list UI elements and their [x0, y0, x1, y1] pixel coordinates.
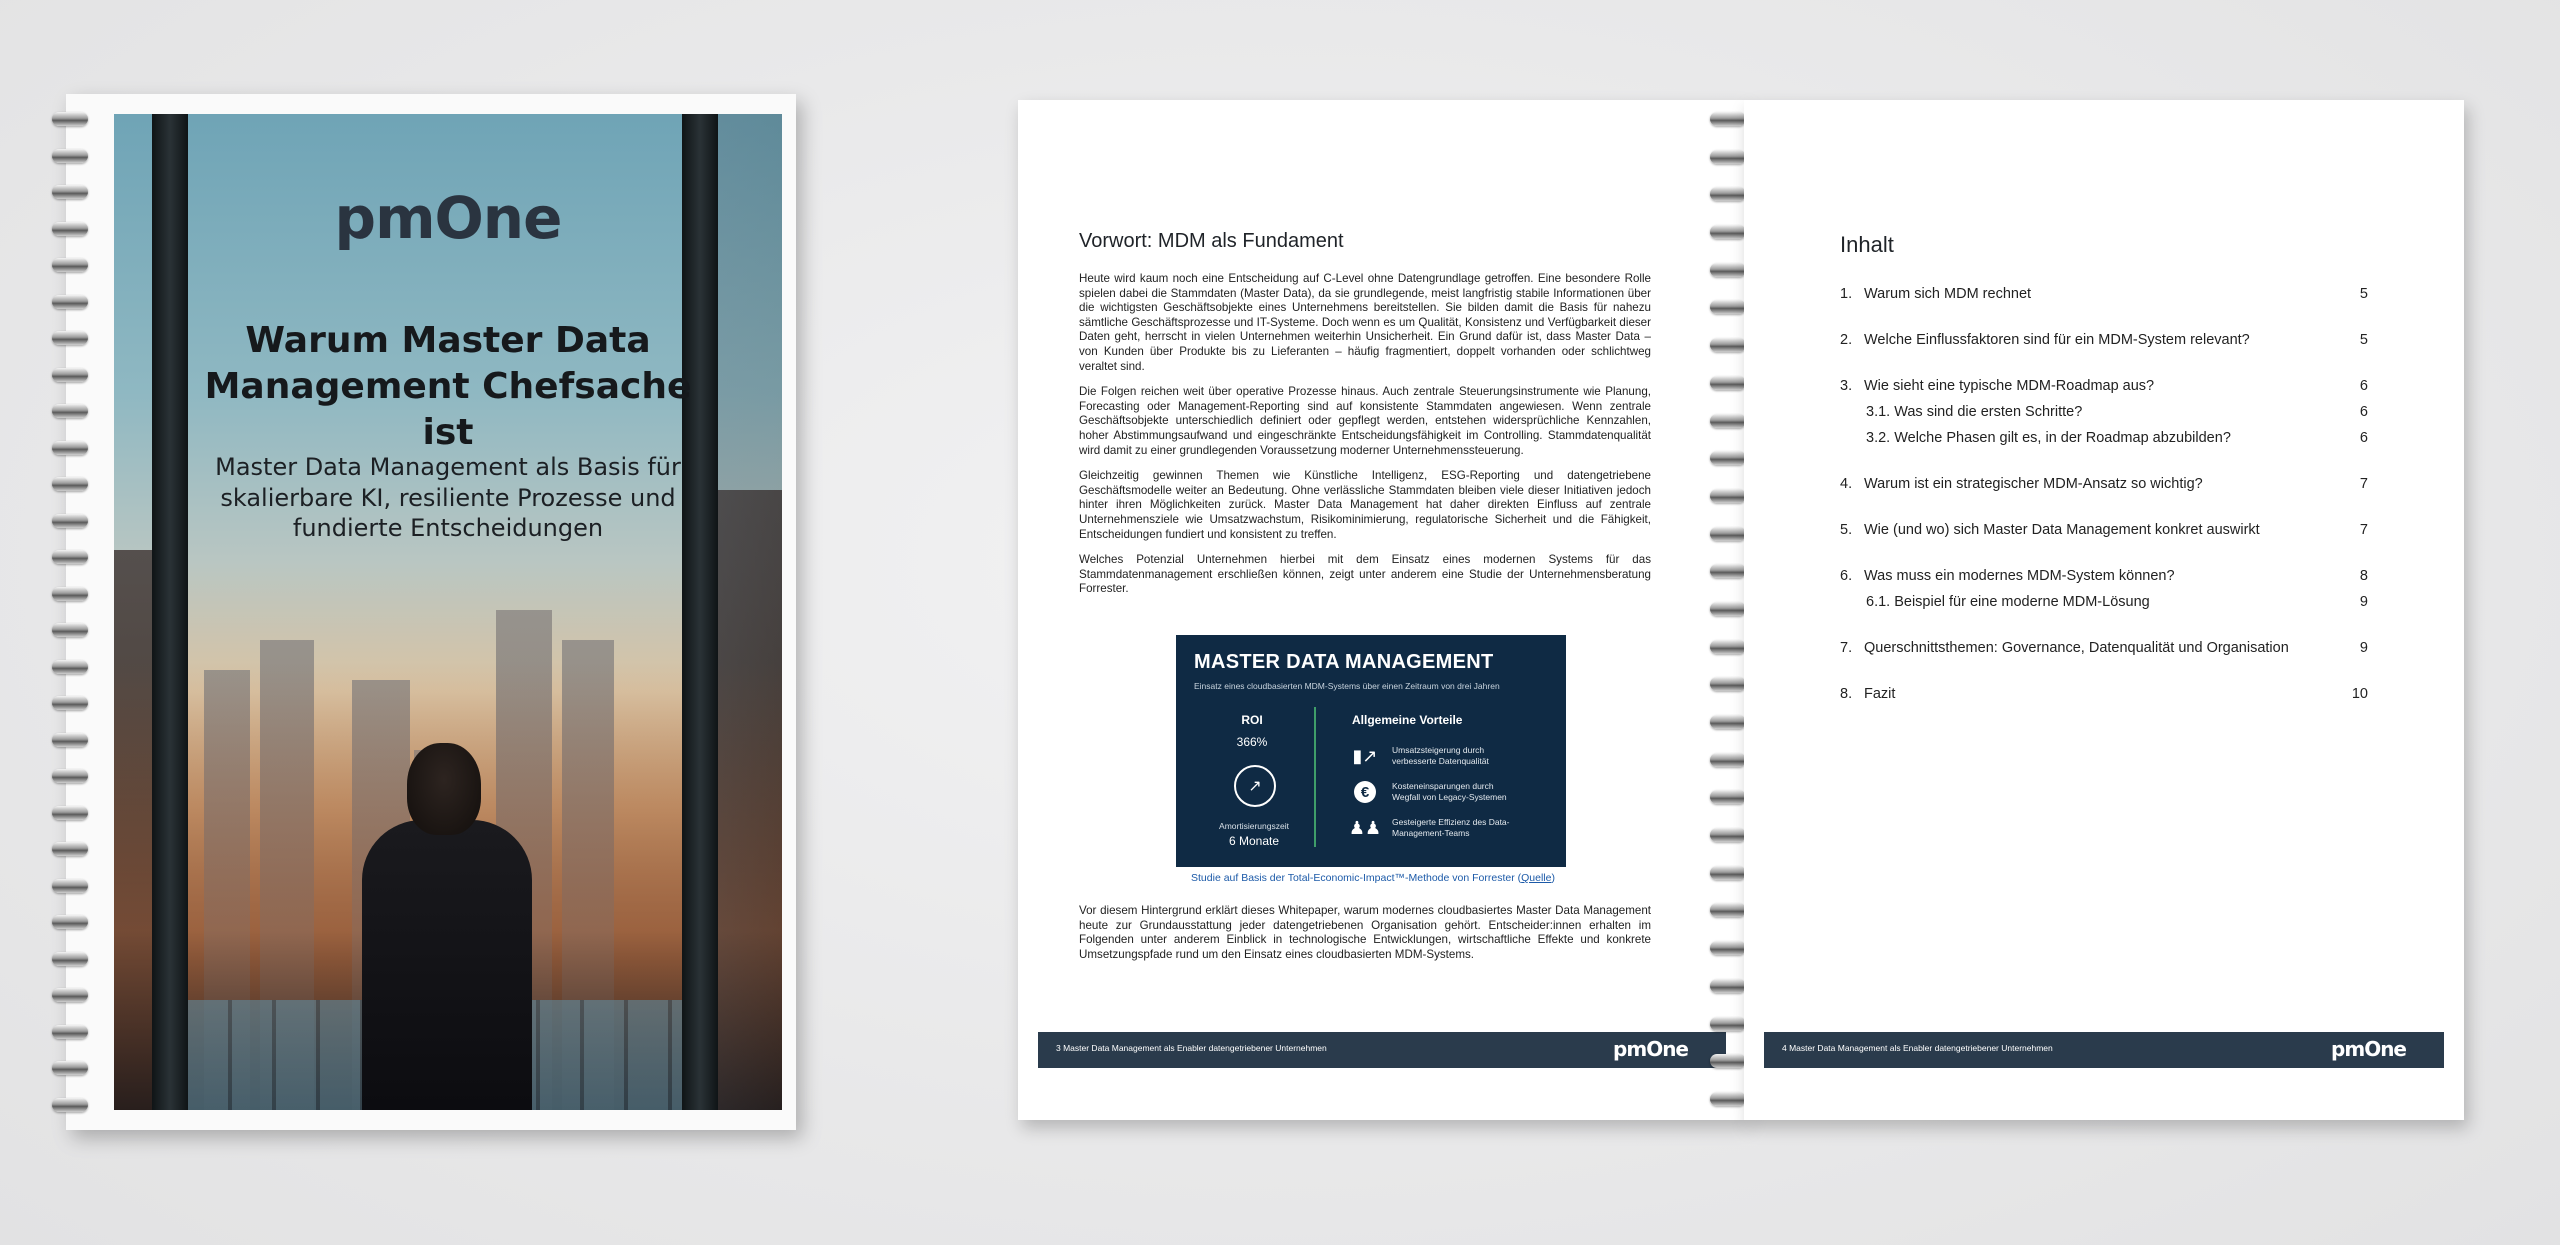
toc-label: Warum ist ein strategischer MDM-Ansatz so wichtig?: [1864, 476, 2203, 492]
cover-subtitle: Master Data Management als Basis für skalierbare KI, resiliente Prozesse und fundierte Entscheidungen: [215, 453, 681, 543]
spiral-ring: [1710, 112, 1746, 126]
spiral-ring: [52, 404, 88, 418]
roi-label: ROI: [1241, 713, 1263, 727]
spiral-ring: [52, 952, 88, 966]
spiral-ring: [1710, 564, 1746, 578]
spiral-ring: [1710, 451, 1746, 465]
spiral-ring: [52, 295, 88, 309]
advantage-row: [1348, 815, 1522, 841]
spiral-ring: [1710, 1054, 1746, 1068]
spiral-ring: [52, 879, 88, 893]
toc-number: 8.: [1840, 686, 1853, 702]
toc-number: 6.: [1840, 568, 1853, 584]
toc-label: Wie sieht eine typische MDM-Roadmap aus?: [1864, 378, 2155, 394]
spiral-ring: [1710, 263, 1746, 277]
toc-label: 3.2. Welche Phasen gilt es, in der Roadmap abzubilden?: [1866, 430, 2231, 446]
toc-number: 4.: [1840, 476, 1853, 492]
spiral-ring: [1710, 866, 1746, 880]
spiral-ring: [1710, 1092, 1746, 1106]
spiral-ring: [52, 660, 88, 674]
roi-value: 366%: [1236, 735, 1268, 749]
window-frame-right: [682, 114, 718, 1110]
toc-page-number: 6: [2359, 430, 2368, 446]
chart-up-icon: ▮↗: [1352, 745, 1378, 766]
mdm-infographic: [1176, 635, 1566, 867]
toc-entry[interactable]: [1840, 404, 2368, 430]
growth-icon: ↗: [1234, 765, 1276, 807]
toc-number: 7.: [1840, 640, 1853, 656]
toc-entry[interactable]: [1840, 522, 2368, 548]
spiral-ring: [1710, 338, 1746, 352]
toc-label: Was muss ein modernes MDM-System können?: [1864, 568, 2175, 584]
spiral-ring: [1710, 602, 1746, 616]
person-head: [407, 743, 481, 835]
spiral-ring: [1710, 187, 1746, 201]
toc-entry[interactable]: [1840, 640, 2368, 666]
toc-number: 3.: [1840, 378, 1853, 394]
spiral-ring: [1710, 677, 1746, 691]
spiral-ring: [1710, 414, 1746, 428]
intro-text: [1079, 272, 1651, 608]
window-frame-glass: [718, 114, 782, 1110]
spiral-ring: [52, 696, 88, 710]
paragraph: Welches Potenzial Unternehmen hierbei mit dem Einsatz eines modernen Systems für das Stammdatenmanagement erschließen können, zeigt unter anderem eine Studie der Unternehmensberatung Forrester.: [1079, 553, 1651, 596]
toc-entry[interactable]: [1840, 332, 2368, 358]
caption-text: Studie auf Basis der Total-Economic-Impact™-Methode von Forrester (: [1191, 872, 1522, 884]
toc-heading: Inhalt: [1840, 232, 1894, 257]
spiral-ring: [1710, 1017, 1746, 1031]
toc-spacer: [1840, 456, 2368, 476]
toc-label: Fazit: [1864, 686, 1896, 702]
toc-page-number: 7: [2359, 476, 2368, 492]
toc-spacer: [1840, 666, 2368, 686]
toc-page-number: 6: [2359, 378, 2368, 394]
toc-spacer: [1840, 548, 2368, 568]
infographic-subtitle: Einsatz eines cloudbasierten MDM-Systems über einen Zeitraum von drei Jahren: [1194, 681, 1500, 691]
toc-entry[interactable]: [1840, 594, 2368, 620]
spiral-ring: [52, 258, 88, 272]
toc-entry[interactable]: [1840, 286, 2368, 312]
advantage-text: Kosteneinsparungen durch Wegfall von Legacy-Systemen: [1392, 781, 1507, 802]
spiral-ring: [52, 806, 88, 820]
toc-page-number: 9: [2359, 594, 2368, 610]
spiral-ring: [52, 769, 88, 783]
spiral-ring: [52, 842, 88, 856]
toc-page-number: 6: [2359, 404, 2368, 420]
spiral-ring: [52, 915, 88, 929]
spiral-ring: [1710, 489, 1746, 503]
spiral-ring: [52, 1061, 88, 1075]
spiral-ring: [52, 331, 88, 345]
amortization-label: Amortisierungszeit: [1219, 821, 1289, 831]
toc-label: Querschnittsthemen: Governance, Datenqualität und Organisation: [1864, 640, 2289, 656]
spiral-ring: [1710, 225, 1746, 239]
toc-number: 2.: [1840, 332, 1853, 348]
closing-paragraph: Vor diesem Hintergrund erklärt dieses Whitepaper, warum modernes cloudbasiertes Master Data Management heute zur Grundausstattung jeder datengetriebenen Organisation gehört. Entscheider:innen erhalten im Folgenden unter anderem Einblick in technologische Entwicklungen, wirtschaftliche Effekte und konkrete Umsetzungspfade rund um den Einsatz eines cloudbasierten MDM-Systems.: [1079, 904, 1651, 961]
toc-number: 1.: [1840, 286, 1853, 302]
toc-label: 3.1. Was sind die ersten Schritte?: [1866, 404, 2083, 420]
toc-spacer: [1840, 620, 2368, 640]
toc-entry[interactable]: [1840, 430, 2368, 456]
cover-booklet: [66, 94, 796, 1130]
spiral-ring: [1710, 640, 1746, 654]
toc-page-number: 5: [2359, 332, 2368, 348]
toc-spacer: [1840, 312, 2368, 332]
spiral-ring: [1710, 828, 1746, 842]
spiral-ring: [52, 368, 88, 382]
toc-number: 5.: [1840, 522, 1853, 538]
spiral-ring: [52, 550, 88, 564]
cover-spiral-binding: [52, 112, 88, 1112]
toc-page-number: 10: [2351, 686, 2368, 702]
spiral-ring: [1710, 903, 1746, 917]
spiral-ring: [52, 185, 88, 199]
advantage-text: Gesteigerte Effizienz des Data-Management-Teams: [1392, 817, 1510, 838]
toc-page-number: 9: [2359, 640, 2368, 656]
spiral-ring: [52, 1098, 88, 1112]
center-spiral-binding: [1710, 112, 1746, 1106]
person-silhouette: [362, 820, 532, 1110]
spiral-ring: [1710, 527, 1746, 541]
footer-text: 4 Master Data Management als Enabler datengetriebener Unternehmen: [1782, 1043, 2053, 1053]
team-icon: ♟♟: [1348, 817, 1382, 838]
amortization-value: 6 Monate: [1228, 834, 1280, 848]
caption-end: ): [1551, 872, 1555, 884]
spiral-ring: [1710, 790, 1746, 804]
footer-text: 3 Master Data Management als Enabler datengetriebener Unternehmen: [1056, 1043, 1327, 1053]
advantage-text: Umsatzsteigerung durch verbesserte Datenqualität: [1392, 745, 1489, 766]
spiral-ring: [1710, 376, 1746, 390]
toc-label: 6.1. Beispiel für eine moderne MDM-Lösung: [1866, 594, 2150, 610]
spiral-ring: [52, 587, 88, 601]
spiral-ring: [52, 441, 88, 455]
spiral-ring: [52, 514, 88, 528]
toc-page-number: 8: [2359, 568, 2368, 584]
table-of-contents: [1840, 286, 2368, 712]
toc-page-number: 5: [2359, 286, 2368, 302]
spiral-ring: [52, 733, 88, 747]
paragraph: Heute wird kaum noch eine Entscheidung auf C-Level ohne Datengrundlage getroffen. Eine besondere Rolle spielen dabei die Stammdaten (Master Data), da sie grundlegende, meist langfristig stabile Informationen über die wichtigsten Geschäftsobjekte eines Unternehmens bereitstellen. Sie bilden damit die Basis für nahezu sämtliche Geschäftsprozesse und IT-Systeme. Doch wenn es um Qualität, Konsistenz und Verfügbarkeit dieser Daten geht, herrscht in vielen Unternehmen weiterhin Unsicherheit. Ein Grund dafür ist, dass Master Data – von Kunden über Produkte bis zu Lieferanten – häufig fragmentiert, doppelt vorhanden oder schlichtweg veraltet sind.: [1079, 272, 1651, 373]
spiral-ring: [1710, 715, 1746, 729]
page-footer: [1764, 1032, 2444, 1068]
footer-logo: pmOne: [2331, 1037, 2406, 1061]
spiral-ring: [1710, 150, 1746, 164]
spiral-ring: [52, 222, 88, 236]
window-frame-left: [152, 114, 188, 1110]
toc-label: Warum sich MDM rechnet: [1864, 286, 2032, 302]
toc-spacer: [1840, 358, 2368, 378]
toc-entry[interactable]: [1840, 686, 2368, 712]
spiral-ring: [52, 149, 88, 163]
toc-label: Wie (und wo) sich Master Data Management konkret auswirkt: [1864, 522, 2260, 538]
toc-entry[interactable]: [1840, 378, 2368, 404]
footer-logo: pmOne: [1613, 1037, 1688, 1061]
spiral-ring: [1710, 753, 1746, 767]
advantage-row: [1352, 779, 1522, 805]
spiral-ring: [1710, 941, 1746, 955]
cover-logo: pmOne: [334, 184, 562, 252]
spiral-ring: [52, 988, 88, 1002]
infographic-caption: [1118, 872, 1628, 884]
cover-photo: [114, 114, 782, 1110]
spiral-ring: [1710, 979, 1746, 993]
page-heading: Vorwort: MDM als Fundament: [1079, 230, 1344, 252]
source-link[interactable]: Quelle: [1521, 872, 1552, 884]
page-footer: [1038, 1032, 1726, 1068]
left-page: [1018, 100, 1746, 1120]
spiral-ring: [52, 477, 88, 491]
spiral-ring: [52, 112, 88, 126]
toc-entry[interactable]: [1840, 476, 2368, 502]
advantage-row: [1352, 743, 1522, 769]
spiral-ring: [1710, 300, 1746, 314]
paragraph: Die Folgen reichen weit über operative Prozesse hinaus. Auch zentrale Steuerungsinstrumente wie Planung, Forecasting oder Management-Reporting sind auf konsistente Stammdaten angewiesen. Wenn zentrale Geschäftsobjekte unterschiedlich definiert oder gepflegt werden, entstehen widersprüchliche Kennzahlen, hoher Abstimmungsaufwand und eingeschränkte Entscheidungsfähigkeit im Controlling. Stammdatenqualität wird damit zu einer grundlegenden Voraussetzung moderner Unternehmenssteuerung.: [1079, 385, 1651, 457]
infographic-divider: [1314, 707, 1316, 847]
infographic-title: MASTER DATA MANAGEMENT: [1194, 651, 1494, 673]
cover-title: Warum Master Data Management Chefsache ist: [204, 320, 692, 454]
spiral-ring: [52, 1025, 88, 1039]
advantages-title: Allgemeine Vorteile: [1352, 713, 1463, 727]
euro-icon: €: [1352, 779, 1378, 805]
spiral-ring: [52, 623, 88, 637]
right-page: [1744, 100, 2464, 1120]
toc-spacer: [1840, 502, 2368, 522]
toc-page-number: 7: [2359, 522, 2368, 538]
toc-entry[interactable]: [1840, 568, 2368, 594]
paragraph: Gleichzeitig gewinnen Themen wie Künstliche Intelligenz, ESG-Reporting und datengetriebene Geschäftsmodelle weiter an Bedeutung. Ohne verlässliche Stammdaten bleiben viele dieser Initiativen jedoch hinter ihren Möglichkeiten zurück. Master Data Management hat daher direkten Einfluss auf zentrale Unternehmensziele wie Umsatzwachstum, Risikominimierung, regulatorische Sicherheit und die Fähigkeit, Entscheidungen fundiert und konsistent zu treffen.: [1079, 469, 1651, 541]
toc-label: Welche Einflussfaktoren sind für ein MDM-System relevant?: [1864, 332, 2250, 348]
